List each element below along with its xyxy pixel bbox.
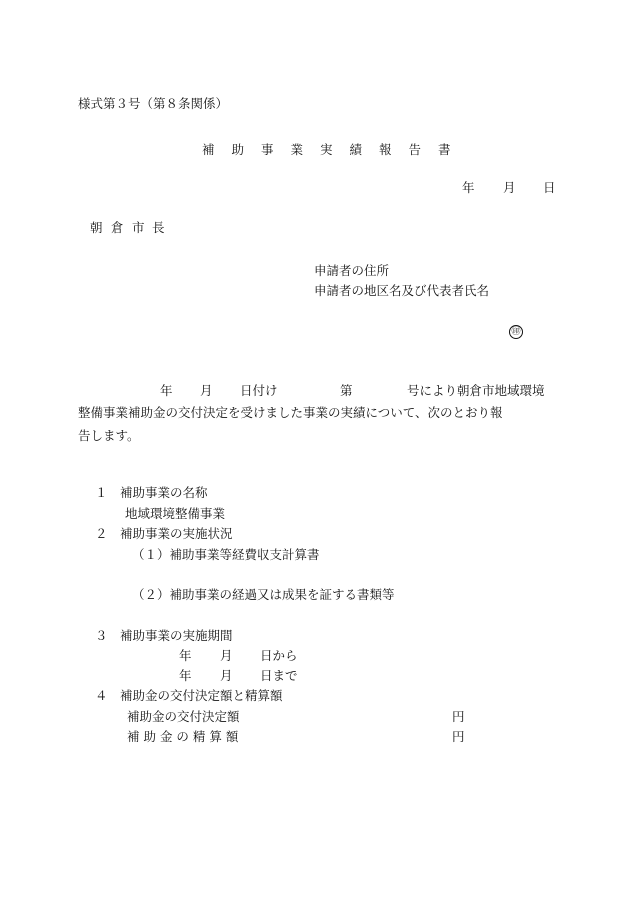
item-1-value: 地域環境整備事業: [125, 506, 226, 521]
addressee-char-1: 朝: [90, 220, 103, 235]
item-4-label: ４ 補助金の交付決定額と精算額: [95, 688, 283, 703]
item-1-label: １ 補助事業の名称: [95, 485, 208, 500]
title-char-5: 実: [320, 142, 333, 157]
item-3-to-month: 月: [220, 668, 233, 683]
date-month-label: 月: [503, 180, 516, 195]
title-char-2: 助: [231, 142, 245, 157]
body-dated-label: 日付け: [240, 383, 278, 398]
item-4-row-2-label: 補 助 金 の 精 算 額: [127, 729, 239, 744]
form-number: 様式第３号（第８条関係）: [78, 96, 229, 111]
body-line-3: 告します。: [78, 428, 140, 443]
addressee-char-2: 倉: [111, 220, 124, 235]
body-line-1-tail: 号により朝倉市地域環境: [407, 383, 545, 398]
document-title: [202, 144, 451, 157]
seal-mark: ㊞: [509, 325, 523, 339]
item-3-to-year: 年: [179, 668, 192, 683]
item-3-to-day: 日まで: [260, 668, 298, 683]
title-char-3: 事: [261, 142, 274, 157]
title-char-4: 業: [290, 142, 304, 157]
item-4-row-1-unit: 円: [452, 709, 465, 724]
title-char-7: 報: [379, 142, 392, 157]
applicant-address-label: 申請者の住所: [314, 263, 390, 278]
title-char-8: 告: [408, 142, 422, 157]
body-month-label: 月: [200, 383, 213, 398]
item-3-from-month: 月: [220, 648, 233, 663]
item-2-sub-1: （１）補助事業等経費収支計算書: [132, 547, 320, 562]
title-char-6: 績: [349, 142, 363, 157]
item-4-row-1-label: 補助金の交付決定額: [127, 709, 240, 724]
item-3-label: ３ 補助事業の実施期間: [95, 628, 233, 643]
date-day-label: 日: [543, 180, 556, 195]
item-3-from-year: 年: [179, 648, 192, 663]
title-char-9: 書: [438, 142, 451, 157]
body-year-label: 年: [160, 383, 173, 398]
body-line-2: 整備事業補助金の交付決定を受けました事業の実績について、次のとおり報: [78, 405, 503, 420]
title-char-1: 補: [202, 142, 215, 157]
date-year-label: 年: [462, 180, 475, 195]
item-4-row-2-unit: 円: [452, 729, 465, 744]
item-3-from-day: 日から: [260, 648, 298, 663]
item-2-label: ２ 補助事業の実施状況: [95, 526, 233, 541]
body-number-prefix: 第: [340, 383, 353, 398]
applicant-name-label: 申請者の地区名及び代表者氏名: [314, 283, 490, 298]
addressee-char-3: 市: [132, 220, 145, 235]
addressee-char-4: 長: [152, 220, 165, 235]
item-2-sub-2: （２）補助事業の経過又は成果を証する書類等: [132, 587, 395, 602]
